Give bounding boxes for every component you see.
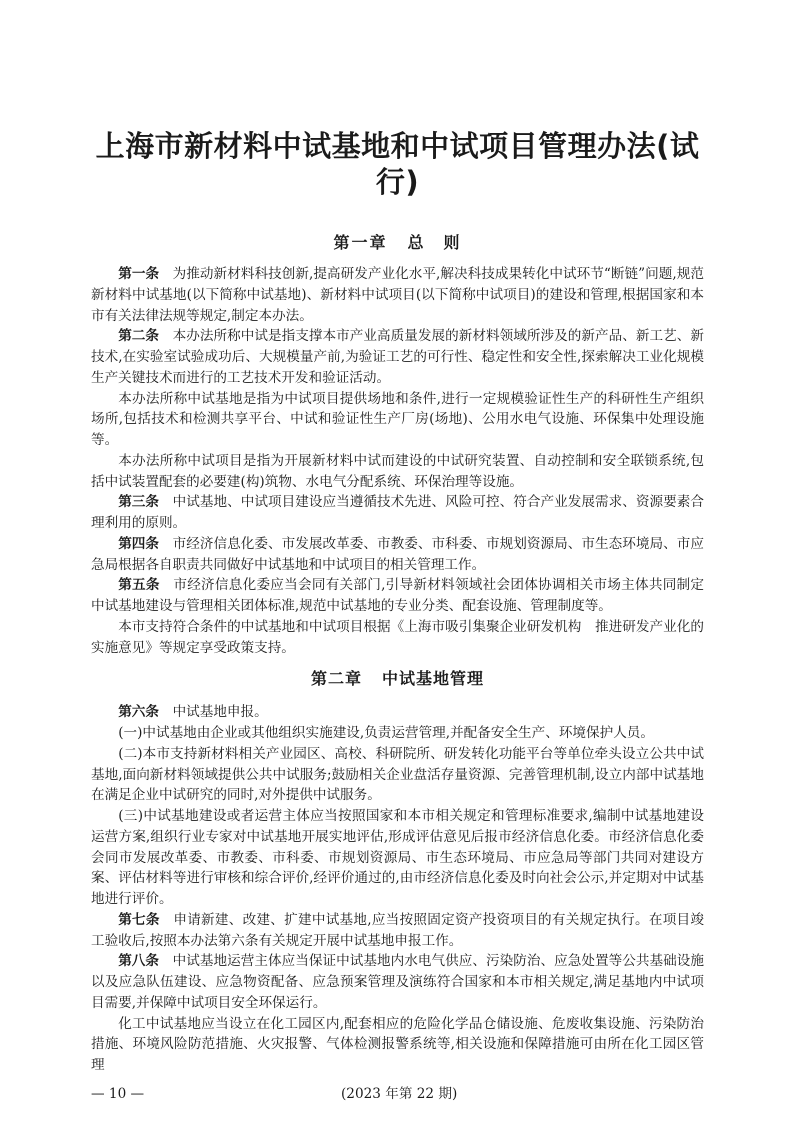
issue-label: (2023 年第 22 期) — [341, 1085, 458, 1102]
article-number: 第六条 — [118, 704, 159, 721]
paragraph — [91, 264, 704, 326]
paragraph — [91, 702, 704, 723]
article-number: 第三条 — [118, 494, 160, 511]
paragraph-text: (二)本市支持新材料相关产业园区、高校、科研院所、研发转化功能平台等单位牵头设立公共中试基地,面向新材料领域提供公共中试服务;鼓励相关企业盘活存量资源、完善管理机制,设立内部中试基地在满足企业中试研究的同时,对外提供中试服务。 — [91, 745, 704, 804]
document-title: 上海市新材料中试基地和中试项目管理办法(试行) — [95, 129, 700, 199]
chapter-1-section — [91, 264, 704, 658]
paragraph-text: 中试基地运营主体应当保证中试基地内水电气供应、污染防治、应急处置等公共基础设施以及应急队伍建设、应急物资配备、应急预案管理及演练符合国家和本市相关规定,满足基地内中试项目需要,并保障中试项目安全环保运行。 — [91, 953, 704, 1011]
chapter-number: 第一章 — [333, 233, 388, 252]
article-number: 第二条 — [118, 328, 160, 345]
paragraph-text: 市经济信息化委、市发展改革委、市教委、市科委、市规划资源局、市生态环境局、市应急局根据各自职责共同做好中试基地和中试项目的相关管理工作。 — [91, 535, 704, 573]
chapter-name: 中试基地管理 — [382, 669, 485, 689]
paragraph — [91, 617, 704, 659]
chapter-name: 总 则 — [407, 233, 462, 252]
article-number: 第一条 — [118, 266, 160, 282]
paragraph-text: (三)中试基地建设或者运营主体应当按照国家和本市相关规定和管理标准要求,编制中试基地建设运营方案,组织行业专家对中试基地开展实地评估,形成评估意见后报市经济信息化委。市经济信息化委会同市发展改革委、市教委、市科委、市规划资源局、市生态环境局、市应急局等部门共同对建设方案、评估材料等进行审核和综合评价,经评价通过的,由市经济信息化委及时向社会公示,并定期对中试基地进行评价。 — [91, 808, 704, 907]
paragraph — [91, 326, 704, 388]
paragraph — [91, 492, 704, 534]
paragraph-text: (一)中试基地由企业或其他组织实施建设,负责运营管理,并配备安全生产、环境保护人员。 — [118, 725, 654, 741]
paragraph-text: 中试基地申报。 — [172, 704, 268, 721]
paragraph — [91, 910, 704, 952]
paragraph — [91, 389, 704, 451]
paragraph-text: 中试基地、中试项目建设应当遵循技术先进、风险可控、符合产业发展需求、资源要素合理利用的原则。 — [91, 494, 704, 531]
paragraph — [91, 575, 704, 617]
paragraph — [91, 534, 704, 576]
article-number: 第八条 — [118, 953, 160, 970]
page-number: — 10 — — [91, 1085, 145, 1102]
paragraph-text: 为推动新材料科技创新,提高研发产业化水平,解决科技成果转化中试环节“断链”问题,规范新材料中试基地(以下简称中试基地)、新材料中试项目(以下简称中试项目)的建设和管理,根据国家和本市有关法律法规等规定,制定本办法。 — [91, 266, 704, 324]
article-number: 第七条 — [118, 911, 160, 928]
chapter-2-section — [91, 702, 704, 1076]
paragraph — [91, 806, 704, 910]
page-footer — [91, 1084, 704, 1104]
document-body — [91, 264, 704, 1076]
paragraph-text: 化工中试基地应当设立在化工园区内,配套相应的危险化学品仓储设施、危废收集设施、污染防治措施、环境风险防范措施、火灾报警、气体检测报警系统等,相关设施和保障措施可由所在化工园区管理 — [91, 1015, 704, 1073]
chapter-1-heading — [91, 232, 704, 254]
article-number: 第四条 — [118, 535, 160, 552]
paragraph — [91, 451, 704, 493]
paragraph-text: 市经济信息化委应当会同有关部门,引导新材料领域社会团体协调相关市场主体共同制定中试基地建设与管理相关团体标准,规范中试基地的专业分类、配套设施、管理制度等。 — [91, 577, 704, 614]
chapter-2-heading — [91, 668, 704, 690]
paragraph — [91, 951, 704, 1013]
paragraph-text: 申请新建、改建、扩建中试基地,应当按照固定资产投资项目的有关规定执行。在项目竣工验收后,按照本办法第六条有关规定开展中试基地申报工作。 — [91, 911, 704, 949]
paragraph-text: 本办法所称中试项目是指为开展新材料中试而建设的中试研究装置、自动控制和安全联锁系统,包括中试装置配套的必要建(构)筑物、水电气分配系统、环保治理等设施。 — [91, 452, 704, 490]
paragraph-text: 本办法所称中试是指支撑本市产业高质量发展的新材料领域所涉及的新产品、新工艺、新技术,在实验室试验成功后、大规模量产前,为验证工艺的可行性、稳定性和安全性,探索解决工业化规模生产关键技术而进行的工艺技术开发和验证活动。 — [91, 328, 704, 386]
paragraph-text: 本办法所称中试基地是指为中试项目提供场地和条件,进行一定规模验证性生产的科研性生产组织场所,包括技术和检测共享平台、中试和验证性生产厂房(场地)、公用水电气设施、环保集中处理设施等。 — [91, 390, 704, 448]
paragraph-text: 本市支持符合条件的中试基地和中试项目根据《上海市吸引集聚企业研发机构 推进研发产业化的实施意见》等规定享受政策支持。 — [91, 618, 704, 656]
paragraph — [91, 744, 704, 806]
article-number: 第五条 — [118, 577, 160, 594]
paragraph — [91, 723, 704, 744]
chapter-number: 第二章 — [310, 669, 362, 689]
paragraph — [91, 1014, 704, 1076]
